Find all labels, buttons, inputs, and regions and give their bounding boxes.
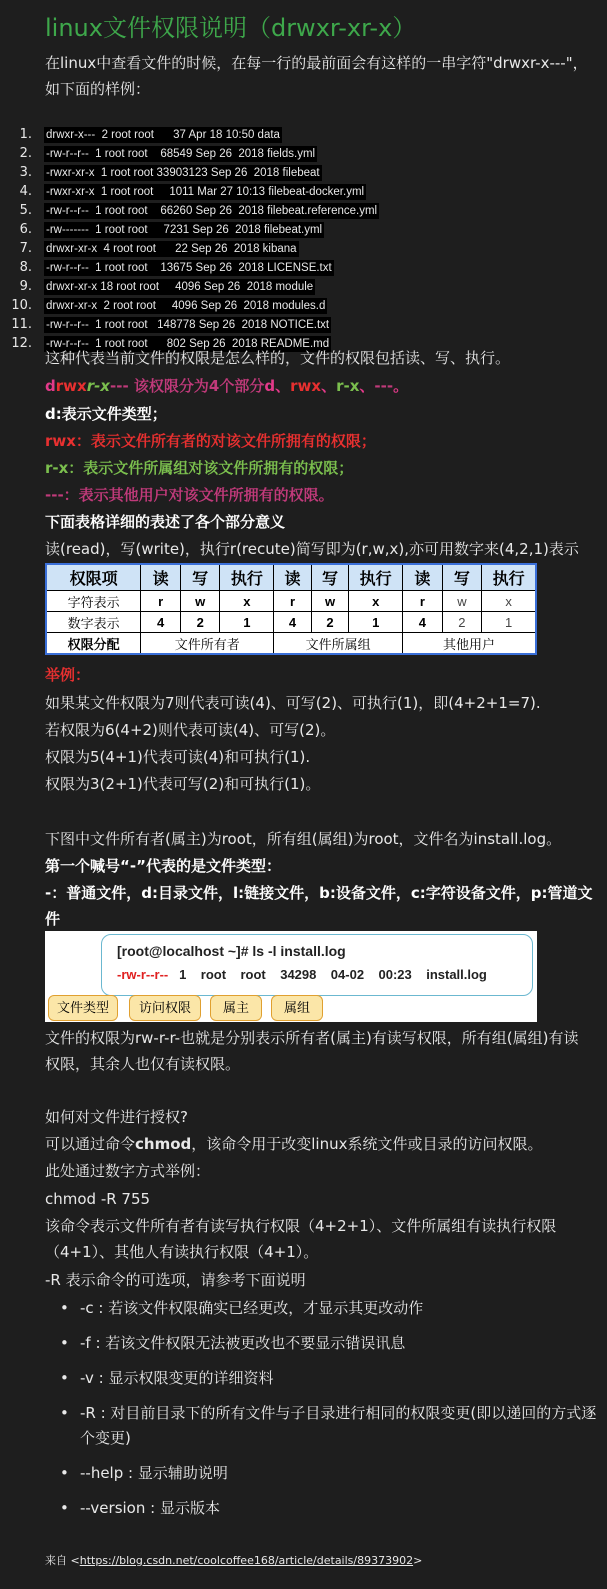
line-number: 2. bbox=[19, 146, 32, 161]
table-header-cell: 权限项 bbox=[46, 564, 141, 591]
listing-line: drwxr-xr-x 4 root root 22 Sep 26 2018 kibana bbox=[46, 243, 297, 255]
rwx-desc: rwx：表示文件所有者的对该文件所拥有的权限； bbox=[45, 432, 376, 450]
first-char-line: 第一个喊号“-”代表的是文件类型： bbox=[45, 857, 281, 875]
line-number: 1. bbox=[19, 127, 32, 142]
bullet-icon: • bbox=[60, 1464, 69, 1482]
file-types: -：普通文件，d:目录文件，l:链接文件，b:设备文件，c:字符设备文件，p:管道文件 bbox=[45, 884, 593, 928]
table-cell: 数字表示 bbox=[46, 612, 141, 633]
table-header-cell: 执行 bbox=[349, 564, 403, 591]
listing-line: -rwxr-xr-x 1 root root 1011 Mar 27 10:13 filebeat-docker.yml bbox=[46, 186, 365, 198]
split-sep: 、 bbox=[275, 377, 291, 395]
table-header-cell: 读 bbox=[274, 564, 312, 591]
line-number: 12. bbox=[11, 336, 32, 351]
line-number: 11. bbox=[11, 317, 32, 332]
table-cell: w bbox=[311, 591, 349, 612]
example-line: 若权限为6(4+2)则代表可读(4)、可写(2)。 bbox=[45, 721, 336, 739]
listing-line: -rwxr-xr-x 1 root root 33903123 Sep 26 2018 filebeat bbox=[46, 167, 320, 179]
table-header-cell: 执行 bbox=[220, 564, 274, 591]
table-cell: 权限分配 bbox=[46, 633, 141, 655]
rx-desc: r-x：表示文件所属组对该文件所拥有的权限； bbox=[45, 459, 354, 477]
chmod-line bbox=[45, 1131, 543, 1157]
terminal-output bbox=[117, 967, 487, 982]
list-item bbox=[60, 1331, 600, 1356]
split-d: d bbox=[45, 377, 56, 395]
table-header-cell: 写 bbox=[442, 564, 482, 591]
table-cell: 2 bbox=[180, 612, 220, 633]
table-header-cell: 读 bbox=[141, 564, 181, 591]
list-item bbox=[60, 1401, 600, 1451]
explain-text: 文件的权限为rw-r-r-也就是分别表示所有者(属主)有读写权限，所有组(属组)有读权限，其余人也仅有读权限。 bbox=[45, 1029, 579, 1073]
chmod-command: chmod -R 755 bbox=[45, 1190, 151, 1208]
split-end: 。 bbox=[393, 377, 409, 395]
split-sep: 、 bbox=[359, 377, 375, 395]
option-text: --help : 显示辅助说明 bbox=[80, 1464, 228, 1482]
table-cell: 文件所属组 bbox=[274, 633, 403, 655]
split-rx: r-x bbox=[86, 377, 110, 395]
line-number: 7. bbox=[19, 241, 32, 256]
example-line: 如果某文件权限为7则代表可读(4)、可写(2)、可执行(1)，即(4+2+1=7). bbox=[45, 694, 541, 712]
table-row bbox=[46, 612, 536, 633]
table-cell: 4 bbox=[274, 612, 312, 633]
example-label: 举例： bbox=[45, 666, 91, 684]
terminal-rest: 1 root root 34298 04-02 00:23 install.log bbox=[168, 967, 487, 982]
numeric-example: 此处通过数字方式举例： bbox=[45, 1162, 211, 1180]
split-rwx: rwx bbox=[55, 377, 87, 395]
intro-text: 在linux中查看文件的时候，在每一行的最前面会有这样的一串字符"drwxr-x---"，如下面的样例： bbox=[45, 54, 588, 98]
table-row bbox=[46, 591, 536, 612]
table-header-cell: 执行 bbox=[482, 564, 536, 591]
listing-line: drwxr-xr-x 2 root root 4096 Sep 26 2018 modules.d bbox=[46, 300, 326, 312]
line-number: 10. bbox=[11, 298, 32, 313]
listing-line: drwxr-xr-x 18 root root 4096 Sep 26 2018 module bbox=[46, 281, 314, 293]
split-rwx2: rwx bbox=[290, 377, 322, 395]
split-sep: 、 bbox=[321, 377, 337, 395]
options-list bbox=[60, 1296, 600, 1531]
table-cell: 1 bbox=[482, 612, 536, 633]
chmod-pre: 可以通过命令 bbox=[45, 1135, 136, 1153]
listing-line: -rw-r--r-- 1 root root 66260 Sep 26 2018 filebeat.reference.yml bbox=[46, 205, 378, 217]
table-cell: 1 bbox=[349, 612, 403, 633]
source-suffix: > bbox=[413, 1554, 423, 1567]
bullet-icon: • bbox=[60, 1334, 69, 1352]
listing-line: -rw-r--r-- 1 root root 68549 Sep 26 2018 fields.yml bbox=[46, 148, 316, 160]
listing-line: -rw-r--r-- 1 root root 13675 Sep 26 2018 LICENSE.txt bbox=[46, 262, 332, 274]
tag-group: 属组 bbox=[271, 995, 323, 1021]
perm-desc: 这种代表当前文件的权限是怎么样的，文件的权限包括读、写、执行。 bbox=[45, 349, 511, 367]
option-text: --version : 显示版本 bbox=[80, 1499, 220, 1517]
table-heading: 下面表格详细的表述了各个部分意义 bbox=[45, 513, 286, 531]
listing-line: -rw------- 1 root root 7231 Sep 26 2018 filebeat.yml bbox=[46, 224, 323, 236]
table-cell: 其他用户 bbox=[403, 633, 536, 655]
table-header-cell: 写 bbox=[180, 564, 220, 591]
chmod-word: chmod bbox=[135, 1135, 192, 1153]
table-cell: w bbox=[442, 591, 482, 612]
chmod-post: ，该命令用于改变linux系统文件或目录的访问权限。 bbox=[191, 1135, 543, 1153]
options-intro: -R 表示命令的可选项，请参考下面说明 bbox=[45, 1271, 306, 1289]
split-d2: d bbox=[264, 377, 276, 395]
d-desc: d:表示文件类型； bbox=[45, 405, 167, 423]
line-number: 3. bbox=[19, 165, 32, 180]
line-number: 4. bbox=[19, 184, 32, 199]
owner-line: 下图中文件所有者(属主)为root，所有组(属组)为root，文件名为install.log。 bbox=[45, 830, 562, 848]
split-dashes: --- bbox=[110, 377, 129, 395]
line-number: 9. bbox=[19, 279, 32, 294]
table-cell: 2 bbox=[311, 612, 349, 633]
line-number: 8. bbox=[19, 260, 32, 275]
bullet-icon: • bbox=[60, 1404, 69, 1422]
split-rx2: r-x bbox=[336, 377, 360, 395]
table-cell: r bbox=[274, 591, 312, 612]
list-item bbox=[60, 1366, 600, 1391]
line-number: 5. bbox=[19, 203, 32, 218]
table-cell: 4 bbox=[403, 612, 443, 633]
tag-file-type: 文件类型 bbox=[48, 995, 118, 1021]
chmod-explain: 该命令表示文件所有者有读写执行权限（4+2+1）、文件所属组有读执行权限（4+1）、其他人有读执行权限（4+1）。 bbox=[45, 1217, 557, 1261]
other-desc: ---：表示其他用户对该文件所拥有的权限。 bbox=[45, 486, 334, 504]
line-number: 6. bbox=[19, 222, 32, 237]
table-header-cell: 写 bbox=[311, 564, 349, 591]
option-text: -f : 若该文件权限无法被更改也不要显示错误讯息 bbox=[80, 1334, 406, 1352]
split-middle: 该权限分为4个部分 bbox=[128, 377, 265, 395]
tag-access: 访问权限 bbox=[129, 995, 201, 1021]
bullet-icon: • bbox=[60, 1499, 69, 1517]
listing-line: drwxr-x--- 2 root root 37 Apr 18 10:50 data bbox=[46, 129, 280, 141]
how-title: 如何对文件进行授权? bbox=[45, 1108, 188, 1126]
terminal-perm: -rw-r--r-- bbox=[117, 967, 169, 982]
table-cell: r bbox=[141, 591, 181, 612]
table-cell: 文件所有者 bbox=[141, 633, 274, 655]
page-title: linux文件权限说明（drwxr-xr-x） bbox=[45, 14, 417, 42]
table-header-cell: 读 bbox=[403, 564, 443, 591]
table-cell: x bbox=[220, 591, 274, 612]
example-line: 权限为5(4+1)代表可读(4)和可执行(1). bbox=[45, 748, 311, 766]
list-item bbox=[60, 1496, 600, 1521]
tag-owner: 属主 bbox=[210, 995, 262, 1021]
list-item bbox=[60, 1296, 600, 1321]
table-cell: w bbox=[180, 591, 220, 612]
source-line bbox=[45, 1552, 422, 1568]
example-line: 权限为3(2+1)代表可写(2)和可执行(1)。 bbox=[45, 775, 321, 793]
split-dash2: --- bbox=[374, 377, 394, 395]
option-text: -c : 若该文件权限确实已经更改，才显示其更改动作 bbox=[80, 1299, 424, 1317]
listing-line: -rw-r--r-- 1 root root 802 Sep 26 2018 README.md bbox=[46, 338, 330, 350]
table-cell: 字符表示 bbox=[46, 591, 141, 612]
source-prefix: 来自 < bbox=[45, 1554, 80, 1567]
table-cell: 1 bbox=[220, 612, 274, 633]
table-header-row bbox=[46, 564, 536, 591]
source-link[interactable]: https://blog.csdn.net/coolcoffee168/article/details/89373902 bbox=[79, 1554, 414, 1567]
list-item bbox=[60, 1461, 600, 1486]
bullet-icon: • bbox=[60, 1299, 69, 1317]
table-row bbox=[46, 633, 536, 655]
option-text: -v : 显示权限变更的详细资料 bbox=[80, 1369, 274, 1387]
listing-line: -rw-r--r-- 1 root root 148778 Sep 26 2018 NOTICE.txt bbox=[46, 319, 330, 331]
option-text: -R : 对目前目录下的所有文件与子目录进行相同的权限变更(即以递回的方式逐个变更) bbox=[80, 1404, 597, 1447]
table-cell: x bbox=[482, 591, 536, 612]
table-intro: 读(read)，写(write)，执行r(recute)简写即为(r,w,x),亦可用数字来(4,2,1)表示 bbox=[45, 540, 579, 558]
table-cell: x bbox=[349, 591, 403, 612]
ls-screenshot bbox=[45, 931, 537, 1022]
table-cell: r bbox=[403, 591, 443, 612]
permission-table bbox=[45, 563, 537, 655]
table-cell: 2 bbox=[442, 612, 482, 633]
perm-split-line bbox=[45, 373, 408, 399]
bullet-icon: • bbox=[60, 1369, 69, 1387]
table-cell: 4 bbox=[141, 612, 181, 633]
terminal-command: [root@localhost ~]# ls -l install.log bbox=[117, 943, 346, 959]
